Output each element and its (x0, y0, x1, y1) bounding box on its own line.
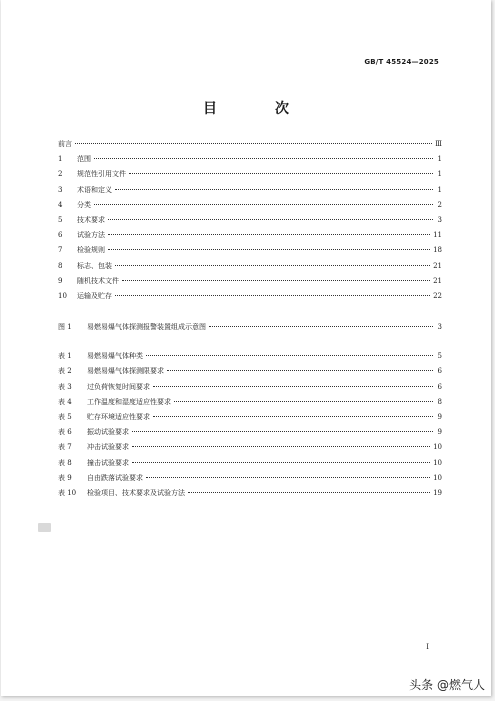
entry-page: 10 (433, 473, 442, 482)
page-title: 目 次 (203, 101, 311, 117)
toc-chapters (58, 139, 442, 306)
entry-page: 5 (437, 352, 442, 361)
toc-entry[interactable] (58, 139, 442, 154)
entry-number: 5 (58, 215, 63, 224)
dot-leader (146, 477, 430, 478)
entry-label: 术语和定义 (77, 185, 112, 194)
page-stamp (38, 523, 51, 532)
figure-entry[interactable] (58, 322, 442, 337)
dot-leader (75, 143, 432, 144)
entry-page: 1 (437, 155, 442, 164)
entry-page: 11 (433, 231, 442, 240)
table-entry[interactable] (58, 412, 442, 427)
entry-number: 表 6 (58, 428, 72, 437)
entry-page: 2 (437, 200, 442, 209)
table-entry[interactable] (58, 351, 442, 366)
entry-label: 分类 (77, 200, 91, 209)
toc-tables (58, 351, 442, 503)
entry-page: 6 (437, 367, 442, 376)
entry-page: 22 (433, 291, 442, 300)
toc-figures (58, 322, 442, 337)
entry-number: 表 7 (58, 443, 72, 452)
entry-number: 表 4 (58, 397, 72, 406)
entry-label: 技术要求 (77, 215, 105, 224)
entry-page: 6 (437, 382, 442, 391)
entry-label: 撞击试验要求 (87, 458, 129, 467)
entry-page: 3 (437, 215, 442, 224)
document-page (1, 0, 491, 696)
entry-number: 表 10 (58, 488, 77, 497)
table-entry[interactable] (58, 382, 442, 397)
dot-leader (153, 386, 433, 387)
entry-label: 标志、包装 (77, 261, 112, 270)
toc-entry[interactable] (58, 185, 442, 200)
entry-page: 21 (433, 276, 442, 285)
dot-leader (167, 370, 433, 371)
entry-number: 表 2 (58, 367, 72, 376)
dot-leader (108, 234, 430, 235)
entry-label: 运输及贮存 (77, 291, 112, 300)
dot-leader (146, 355, 433, 356)
entry-number: 图 1 (58, 323, 72, 332)
entry-page: 10 (433, 443, 442, 452)
dot-leader (108, 219, 433, 220)
entry-label: 过负荷恢复时间要求 (87, 382, 150, 391)
table-entry[interactable] (58, 458, 442, 473)
entry-label: 振动试验要求 (87, 428, 129, 437)
entry-page: 1 (437, 185, 442, 194)
dot-leader (209, 326, 433, 327)
dot-leader (94, 158, 433, 159)
entry-page: 9 (437, 413, 442, 421)
table-entry[interactable] (58, 366, 442, 381)
table-entry[interactable] (58, 442, 442, 457)
entry-number: 表 9 (58, 473, 72, 482)
table-of-contents (58, 139, 442, 503)
dot-leader (108, 249, 430, 250)
entry-label: 易燃易爆气体探测报警装置组成示意图 (87, 323, 206, 332)
entry-label: 易燃易爆气体种类 (87, 352, 143, 361)
entry-page: 1 (437, 170, 442, 179)
entry-label: 贮存环境适应性要求 (87, 413, 150, 421)
entry-page: 21 (433, 261, 442, 270)
entry-page: 9 (437, 428, 442, 437)
entry-number: 表 8 (58, 458, 72, 467)
entry-label: 自由跌落试验要求 (87, 473, 143, 482)
dot-leader (115, 189, 433, 190)
toc-entry[interactable] (58, 154, 442, 169)
dot-leader (132, 446, 430, 447)
entry-page: Ⅲ (435, 140, 442, 148)
table-entry[interactable] (58, 397, 442, 412)
footer-page-number: I (426, 643, 429, 651)
dot-leader (115, 295, 430, 296)
entry-label: 检验规则 (77, 246, 105, 255)
toc-entry[interactable] (58, 169, 442, 184)
table-entry[interactable] (58, 427, 442, 442)
entry-number: 2 (58, 170, 63, 179)
table-entry[interactable] (58, 488, 442, 503)
entry-page: 10 (433, 458, 442, 467)
entry-label: 试验方法 (77, 231, 105, 240)
entry-number: 8 (58, 261, 63, 270)
dot-leader (94, 204, 433, 205)
entry-number: 10 (58, 291, 67, 300)
entry-label: 检验项目、技术要求及试验方法 (87, 488, 185, 497)
dot-leader (153, 416, 433, 417)
entry-page: 8 (437, 397, 442, 406)
entry-number: 1 (58, 155, 63, 164)
toc-entry[interactable] (58, 261, 442, 276)
entry-label: 工作温度和湿度适应性要求 (87, 397, 171, 406)
dot-leader (115, 265, 430, 266)
entry-page: 3 (437, 323, 442, 332)
dot-leader (132, 462, 430, 463)
dot-leader (174, 401, 433, 402)
toc-entry[interactable] (58, 245, 442, 260)
toc-entry[interactable] (58, 215, 442, 230)
entry-label: 易燃易爆气体探测限要求 (87, 367, 164, 376)
entry-number: 4 (58, 200, 63, 209)
source-watermark: 头条 @燃气人 (409, 678, 485, 692)
table-entry[interactable] (58, 473, 442, 488)
toc-entry[interactable] (58, 276, 442, 291)
entry-number: 表 1 (58, 352, 72, 361)
dot-leader (188, 492, 430, 493)
dot-leader (129, 173, 433, 174)
entry-label: 冲击试验要求 (87, 443, 129, 452)
entry-label: 范围 (77, 155, 91, 164)
standard-number: GB/T 45524—2025 (364, 58, 439, 66)
toc-entry[interactable] (58, 230, 442, 245)
entry-page: 18 (433, 246, 442, 255)
entry-label: 规范性引用文件 (77, 170, 126, 179)
entry-number: 6 (58, 231, 63, 240)
entry-number: 表 3 (58, 382, 72, 391)
entry-number: 表 5 (58, 413, 72, 421)
dot-leader (132, 431, 433, 432)
entry-label: 前言 (58, 140, 72, 148)
toc-entry[interactable] (58, 291, 442, 306)
entry-number: 3 (58, 185, 63, 194)
entry-number: 9 (58, 276, 63, 285)
dot-leader (122, 280, 430, 281)
entry-page: 19 (433, 488, 442, 497)
entry-number: 7 (58, 246, 63, 255)
toc-entry[interactable] (58, 200, 442, 215)
entry-label: 随机技术文件 (77, 276, 119, 285)
